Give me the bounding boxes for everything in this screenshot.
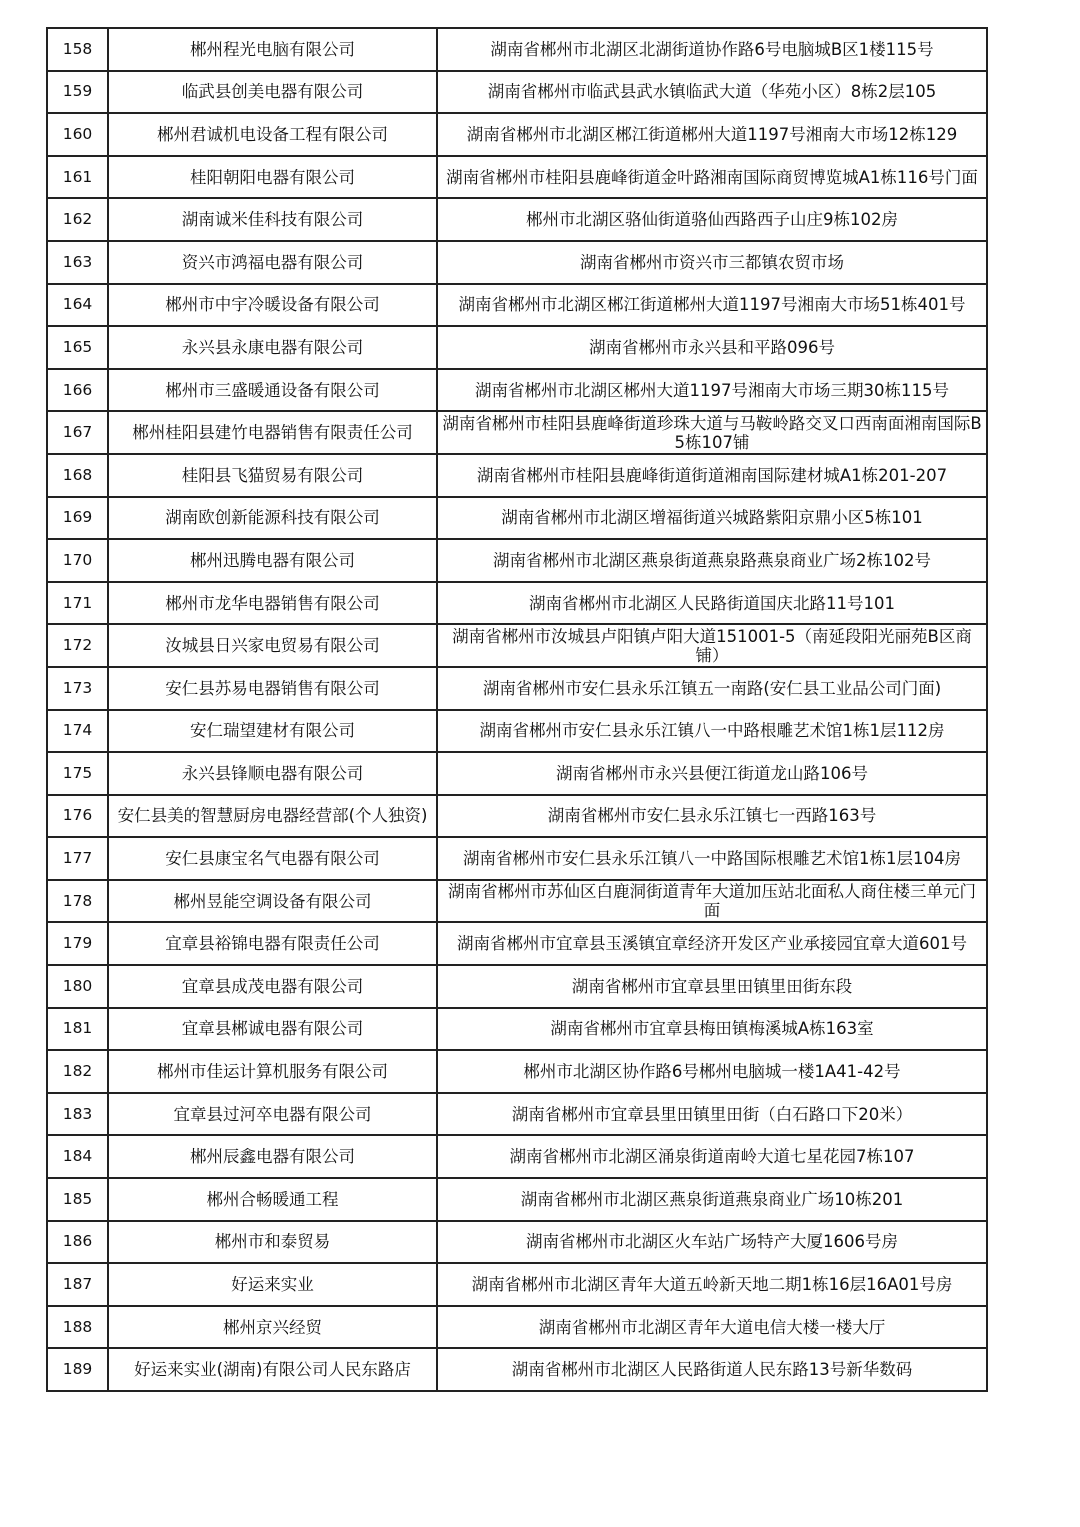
table-row xyxy=(47,1050,987,1093)
address-cell: 湖南省郴州市安仁县永乐江镇七一西路163号 xyxy=(437,795,987,838)
company-name-cell: 汝城县日兴家电贸易有限公司 xyxy=(108,624,437,667)
address-cell: 湖南省郴州市桂阳县鹿峰街道金叶路湘南国际商贸博览城A1栋116号门面 xyxy=(437,156,987,199)
row-number-cell: 178 xyxy=(47,880,108,923)
company-name-cell: 湖南欧创新能源科技有限公司 xyxy=(108,497,437,540)
company-name-cell: 郴州市中宇冷暖设备有限公司 xyxy=(108,284,437,327)
company-name-cell: 郴州程光电脑有限公司 xyxy=(108,28,437,71)
company-name-cell: 好运来实业 xyxy=(108,1263,437,1306)
table-row xyxy=(47,284,987,327)
company-name-cell: 永兴县锋顺电器有限公司 xyxy=(108,752,437,795)
row-number-cell: 172 xyxy=(47,624,108,667)
row-number-cell: 184 xyxy=(47,1135,108,1178)
address-cell: 湖南省郴州市北湖区火车站广场特产大厦1606号房 xyxy=(437,1221,987,1264)
address-cell: 湖南省郴州市宜章县玉溪镇宜章经济开发区产业承接园宜章大道601号 xyxy=(437,922,987,965)
address-cell: 郴州市北湖区骆仙街道骆仙西路西子山庄9栋102房 xyxy=(437,198,987,241)
address-cell: 湖南省郴州市资兴市三都镇农贸市场 xyxy=(437,241,987,284)
row-number-cell: 183 xyxy=(47,1093,108,1136)
table-row xyxy=(47,795,987,838)
address-cell: 湖南省郴州市永兴县和平路096号 xyxy=(437,326,987,369)
company-name-cell: 宜章县成茂电器有限公司 xyxy=(108,965,437,1008)
address-cell: 湖南省郴州市安仁县永乐江镇八一中路根雕艺术馆1栋1层112房 xyxy=(437,710,987,753)
dealer-table-body xyxy=(47,28,987,1391)
table-row xyxy=(47,113,987,156)
table-row xyxy=(47,497,987,540)
table-row xyxy=(47,922,987,965)
company-name-cell: 郴州昱能空调设备有限公司 xyxy=(108,880,437,923)
row-number-cell: 169 xyxy=(47,497,108,540)
table-row xyxy=(47,880,987,923)
row-number-cell: 164 xyxy=(47,284,108,327)
address-cell: 湖南省郴州市宜章县里田镇里田街东段 xyxy=(437,965,987,1008)
table-row xyxy=(47,752,987,795)
row-number-cell: 168 xyxy=(47,454,108,497)
row-number-cell: 159 xyxy=(47,71,108,114)
row-number-cell: 163 xyxy=(47,241,108,284)
row-number-cell: 160 xyxy=(47,113,108,156)
row-number-cell: 170 xyxy=(47,539,108,582)
company-name-cell: 郴州桂阳县建竹电器销售有限责任公司 xyxy=(108,411,437,454)
row-number-cell: 180 xyxy=(47,965,108,1008)
company-name-cell: 安仁县美的智慧厨房电器经营部(个人独资) xyxy=(108,795,437,838)
address-cell: 湖南省郴州市北湖区燕泉街道燕泉商业广场10栋201 xyxy=(437,1178,987,1221)
company-name-cell: 永兴县永康电器有限公司 xyxy=(108,326,437,369)
table-row xyxy=(47,710,987,753)
address-cell: 湖南省郴州市北湖区人民路街道国庆北路11号101 xyxy=(437,582,987,625)
row-number-cell: 179 xyxy=(47,922,108,965)
table-row xyxy=(47,1008,987,1051)
row-number-cell: 181 xyxy=(47,1008,108,1051)
address-cell: 湖南省郴州市北湖区增福街道兴城路紫阳京鼎小区5栋101 xyxy=(437,497,987,540)
row-number-cell: 167 xyxy=(47,411,108,454)
row-number-cell: 188 xyxy=(47,1306,108,1349)
table-row xyxy=(47,1221,987,1264)
row-number-cell: 182 xyxy=(47,1050,108,1093)
table-row xyxy=(47,411,987,454)
table-row xyxy=(47,28,987,71)
address-cell: 湖南省郴州市桂阳县鹿峰街道珍珠大道与马鞍岭路交叉口西南面湘南国际B5栋107铺 xyxy=(437,411,987,454)
table-row xyxy=(47,667,987,710)
table-row xyxy=(47,156,987,199)
company-name-cell: 好运来实业(湖南)有限公司人民东路店 xyxy=(108,1348,437,1391)
address-cell: 湖南省郴州市永兴县便江街道龙山路106号 xyxy=(437,752,987,795)
table-row xyxy=(47,454,987,497)
row-number-cell: 189 xyxy=(47,1348,108,1391)
company-name-cell: 郴州市佳运计算机服务有限公司 xyxy=(108,1050,437,1093)
company-name-cell: 桂阳县飞猫贸易有限公司 xyxy=(108,454,437,497)
row-number-cell: 158 xyxy=(47,28,108,71)
address-cell: 湖南省郴州市苏仙区白鹿洞街道青年大道加压站北面私人商住楼三单元门面 xyxy=(437,880,987,923)
company-name-cell: 桂阳朝阳电器有限公司 xyxy=(108,156,437,199)
table-row xyxy=(47,241,987,284)
address-cell: 郴州市北湖区协作路6号郴州电脑城一楼1A41-42号 xyxy=(437,1050,987,1093)
table-row xyxy=(47,624,987,667)
address-cell: 湖南省郴州市北湖区郴州大道1197号湘南大市场三期30栋115号 xyxy=(437,369,987,412)
row-number-cell: 174 xyxy=(47,710,108,753)
company-name-cell: 安仁县苏易电器销售有限公司 xyxy=(108,667,437,710)
row-number-cell: 161 xyxy=(47,156,108,199)
dealer-table xyxy=(46,27,988,1392)
row-number-cell: 165 xyxy=(47,326,108,369)
company-name-cell: 资兴市鸿福电器有限公司 xyxy=(108,241,437,284)
table-row xyxy=(47,1306,987,1349)
address-cell: 湖南省郴州市汝城县卢阳镇卢阳大道151001-5（南延段阳光丽苑B区商铺） xyxy=(437,624,987,667)
address-cell: 湖南省郴州市安仁县永乐江镇八一中路国际根雕艺术馆1栋1层104房 xyxy=(437,837,987,880)
row-number-cell: 187 xyxy=(47,1263,108,1306)
dealer-table-container xyxy=(46,27,986,1392)
company-name-cell: 郴州迅腾电器有限公司 xyxy=(108,539,437,582)
table-row xyxy=(47,539,987,582)
address-cell: 湖南省郴州市北湖区郴江街道郴州大道1197号湘南大市场51栋401号 xyxy=(437,284,987,327)
table-row xyxy=(47,1093,987,1136)
table-row xyxy=(47,1178,987,1221)
table-row xyxy=(47,965,987,1008)
address-cell: 湖南省郴州市北湖区郴江街道郴州大道1197号湘南大市场12栋129 xyxy=(437,113,987,156)
address-cell: 湖南省郴州市临武县武水镇临武大道（华苑小区）8栋2层105 xyxy=(437,71,987,114)
address-cell: 湖南省郴州市北湖区北湖街道协作路6号电脑城B区1楼115号 xyxy=(437,28,987,71)
row-number-cell: 171 xyxy=(47,582,108,625)
row-number-cell: 175 xyxy=(47,752,108,795)
table-row xyxy=(47,326,987,369)
company-name-cell: 郴州京兴经贸 xyxy=(108,1306,437,1349)
row-number-cell: 185 xyxy=(47,1178,108,1221)
row-number-cell: 166 xyxy=(47,369,108,412)
address-cell: 湖南省郴州市桂阳县鹿峰街道街道湘南国际建材城A1栋201-207 xyxy=(437,454,987,497)
table-row xyxy=(47,582,987,625)
company-name-cell: 安仁县康宝名气电器有限公司 xyxy=(108,837,437,880)
company-name-cell: 郴州合畅暖通工程 xyxy=(108,1178,437,1221)
company-name-cell: 郴州辰鑫电器有限公司 xyxy=(108,1135,437,1178)
company-name-cell: 宜章县郴诚电器有限公司 xyxy=(108,1008,437,1051)
company-name-cell: 郴州市三盛暖通设备有限公司 xyxy=(108,369,437,412)
table-row xyxy=(47,837,987,880)
row-number-cell: 173 xyxy=(47,667,108,710)
company-name-cell: 临武县创美电器有限公司 xyxy=(108,71,437,114)
table-row xyxy=(47,1135,987,1178)
table-row xyxy=(47,1348,987,1391)
row-number-cell: 176 xyxy=(47,795,108,838)
address-cell: 湖南省郴州市北湖区人民路街道人民东路13号新华数码 xyxy=(437,1348,987,1391)
table-row xyxy=(47,1263,987,1306)
company-name-cell: 郴州君诚机电设备工程有限公司 xyxy=(108,113,437,156)
address-cell: 湖南省郴州市北湖区青年大道电信大楼一楼大厅 xyxy=(437,1306,987,1349)
company-name-cell: 郴州市和泰贸易 xyxy=(108,1221,437,1264)
company-name-cell: 宜章县裕锦电器有限责任公司 xyxy=(108,922,437,965)
company-name-cell: 郴州市龙华电器销售有限公司 xyxy=(108,582,437,625)
address-cell: 湖南省郴州市北湖区燕泉街道燕泉路燕泉商业广场2栋102号 xyxy=(437,539,987,582)
company-name-cell: 安仁瑞望建材有限公司 xyxy=(108,710,437,753)
address-cell: 湖南省郴州市宜章县梅田镇梅溪城A栋163室 xyxy=(437,1008,987,1051)
company-name-cell: 宜章县过河卒电器有限公司 xyxy=(108,1093,437,1136)
company-name-cell: 湖南诚米佳科技有限公司 xyxy=(108,198,437,241)
table-row xyxy=(47,369,987,412)
row-number-cell: 186 xyxy=(47,1221,108,1264)
table-row xyxy=(47,198,987,241)
address-cell: 湖南省郴州市安仁县永乐江镇五一南路(安仁县工业品公司门面) xyxy=(437,667,987,710)
address-cell: 湖南省郴州市宜章县里田镇里田街（白石路口下20米） xyxy=(437,1093,987,1136)
row-number-cell: 162 xyxy=(47,198,108,241)
address-cell: 湖南省郴州市北湖区涌泉街道南岭大道七星花园7栋107 xyxy=(437,1135,987,1178)
address-cell: 湖南省郴州市北湖区青年大道五岭新天地二期1栋16层16A01号房 xyxy=(437,1263,987,1306)
row-number-cell: 177 xyxy=(47,837,108,880)
table-row xyxy=(47,71,987,114)
